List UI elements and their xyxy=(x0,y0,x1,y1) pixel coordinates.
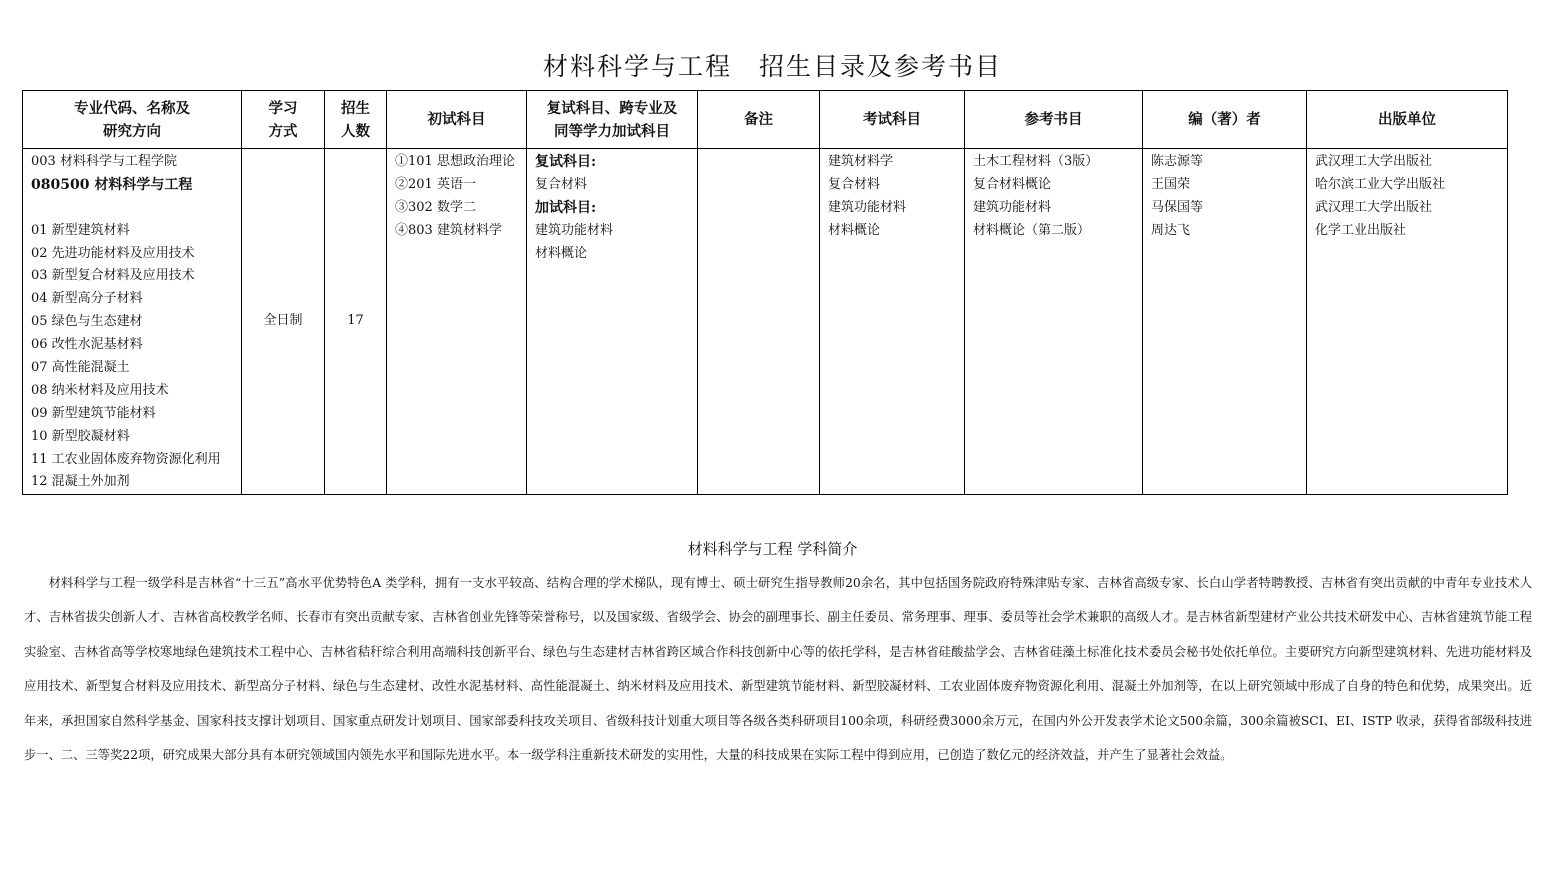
cell-exam-subjects xyxy=(820,149,965,495)
extra-subject: 材料概论 xyxy=(535,245,588,261)
exam-subject: 复合材料 xyxy=(828,176,881,192)
cell-enrollment: 17 xyxy=(325,149,387,495)
header-study-mode: 学习 方式 xyxy=(242,91,325,149)
cell-retest-subjects xyxy=(527,149,698,495)
research-direction: 08 纳米材料及应用技术 xyxy=(31,382,169,398)
research-direction: 02 先进功能材料及应用技术 xyxy=(31,245,195,261)
publisher: 化学工业出版社 xyxy=(1315,222,1407,238)
major-name: 080500 材料科学与工程 xyxy=(31,176,193,193)
intro-title: 材料科学与工程 学科简介 xyxy=(687,540,858,558)
research-direction: 06 改性水泥基材料 xyxy=(31,337,143,353)
initial-subject: ③302 数学二 xyxy=(395,199,476,215)
reference-book: 建筑功能材料 xyxy=(973,199,1052,215)
header-remarks: 备注 xyxy=(698,91,820,149)
author: 王国荣 xyxy=(1151,176,1191,192)
exam-subject: 建筑功能材料 xyxy=(828,199,907,215)
author: 周达飞 xyxy=(1151,222,1191,238)
research-direction: 04 新型高分子材料 xyxy=(31,291,143,307)
reference-book: 材料概论（第二版） xyxy=(973,222,1091,238)
research-direction: 11 工农业固体废弃物资源化利用 xyxy=(31,451,221,467)
college-name: 003 材料科学与工程学院 xyxy=(31,154,177,169)
cell-remarks xyxy=(698,149,820,495)
exam-subject: 材料概论 xyxy=(828,222,881,238)
cell-initial-subjects xyxy=(387,149,527,495)
header-reference-books: 参考书目 xyxy=(965,91,1143,149)
table-row xyxy=(23,149,1508,495)
initial-subject: ①101 思想政治理论 xyxy=(395,154,515,169)
research-direction: 10 新型胶凝材料 xyxy=(31,428,130,444)
research-direction: 09 新型建筑节能材料 xyxy=(31,405,156,421)
header-publishers: 出版单位 xyxy=(1307,91,1508,149)
reference-book: 复合材料概论 xyxy=(973,176,1052,192)
cell-publishers xyxy=(1307,149,1508,495)
reference-book: 土木工程材料（3版） xyxy=(973,154,1099,169)
header-initial-subjects: 初试科目 xyxy=(387,91,527,149)
research-direction: 12 混凝土外加剂 xyxy=(31,474,130,490)
header-retest-subjects: 复试科目、跨专业及 同等学力加试科目 xyxy=(527,91,698,149)
header-major-code: 专业代码、名称及 研究方向 xyxy=(23,91,242,149)
publisher: 哈尔滨工业大学出版社 xyxy=(1315,176,1446,192)
header-enrollment: 招生 人数 xyxy=(325,91,387,149)
retest-subject: 复合材料 xyxy=(535,176,588,192)
header-exam-subjects: 考试科目 xyxy=(820,91,965,149)
admission-catalog-table xyxy=(22,90,1508,495)
author: 马保国等 xyxy=(1151,199,1204,215)
publisher: 武汉理工大学出版社 xyxy=(1315,154,1433,169)
extra-subject: 建筑功能材料 xyxy=(535,222,614,238)
research-direction: 03 新型复合材料及应用技术 xyxy=(31,268,195,284)
intro-body: 材料科学与工程一级学科是吉林省“十三五”高水平优势特色A 类学科，拥有一支水平较高、结构合理的学术梯队，现有博士、硕士研究生指导教师20余名，其中包括国务院政府特殊津贴专家、吉林省高级专家、长白山学者特聘教授、吉林省有突出贡献的中青年专业技术人才、吉林省拔尖创新人才、吉林省高校教学名师、长春市有突出贡献专家、吉林省创业先锋等荣誉称号，以及国家级、省级学会、协会的副理事长、副主任委员、常务理事、理事、委员等社会学术兼职的高级人才。是吉林省新型建材产业公共技术研发中心、吉林省建筑节能工程实验室、吉林省高等学校寒地绿色建筑技术工程中心、吉林省秸秆综合利用高端科技创新平台、绿色与生态建材吉林省跨区域合作科技创新中心等的依托学科，是吉林省硅酸盐学会、吉林省硅藻土标准化技术委员会秘书处依托单位。主要研究方向新型建筑材料、先进功能材料及应用技术、新型复合材料及应用技术、新型高分子材料、绿色与生态建材、改性水泥基材料、高性能混凝土、纳米材料及应用技术、新型建筑节能材料、新型胶凝材料、工农业固体废弃物资源化利用、混凝土外加剂等，在以上研究领域中形成了自身的特色和优势，成果突出。近年来，承担国家自然科学基金、国家科技支撑计划项目、国家重点研发计划项目、国家部委科技攻关项目、省级科技计划重大项目等各级各类科研项目100余项，科研经费3000余万元，在国内外公开发表学术论文500余篇，300余篇被SCI、EI、ISTP 收录，获得省部级科技进步一、二、三等奖22项，研究成果大部分具有本研究领域国内领先水平和国际先进水平。本一级学科注重新技术研发的实用性，大量的科技成果在实际工程中得到应用，已创造了数亿元的经济效益，并产生了显著社会效益。 xyxy=(24,576,1532,763)
author: 陈志源等 xyxy=(1151,154,1204,169)
research-direction: 05 绿色与生态建材 xyxy=(31,314,143,330)
table-header-row xyxy=(23,91,1508,149)
publisher: 武汉理工大学出版社 xyxy=(1315,199,1433,215)
research-direction: 07 高性能混凝土 xyxy=(31,360,130,376)
exam-subject: 建筑材料学 xyxy=(828,154,894,169)
research-direction: 01 新型建筑材料 xyxy=(31,222,130,238)
cell-reference-books xyxy=(965,149,1143,495)
cell-authors xyxy=(1143,149,1307,495)
cell-study-mode: 全日制 xyxy=(242,149,325,495)
extra-label: 加试科目: xyxy=(535,199,597,216)
cell-major xyxy=(23,149,242,495)
retest-label: 复试科目: xyxy=(535,154,597,170)
header-authors: 编（著）者 xyxy=(1143,91,1307,149)
page-title: 材料科学与工程 招生目录及参考书目 xyxy=(542,52,1002,81)
initial-subject: ④803 建筑材料学 xyxy=(395,222,502,238)
initial-subject: ②201 英语一 xyxy=(395,176,476,192)
